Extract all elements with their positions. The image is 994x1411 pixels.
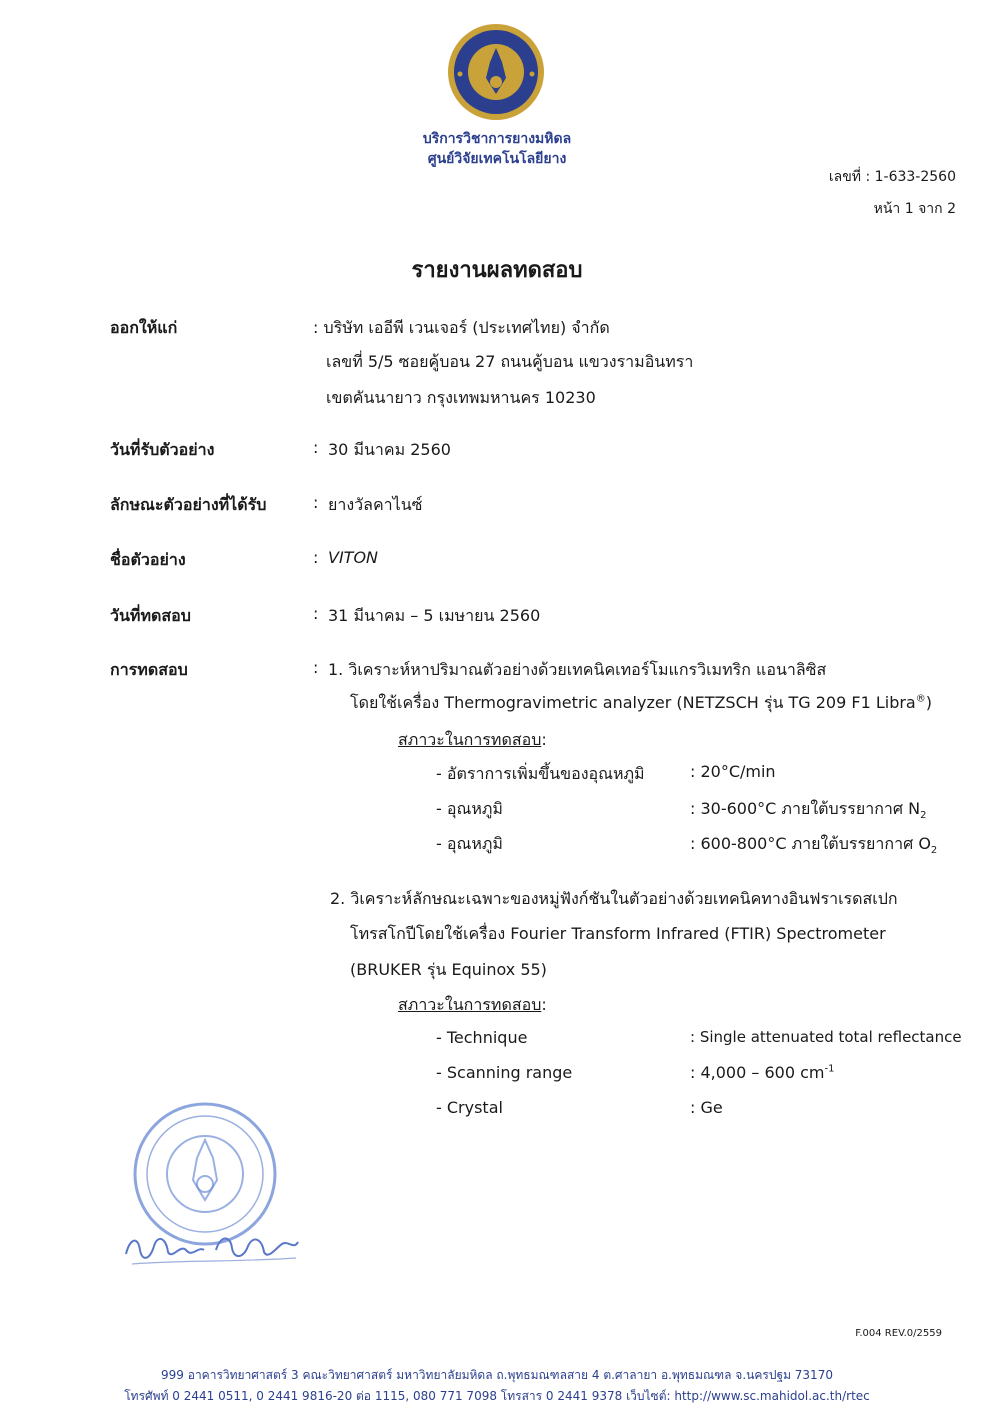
org-name-line2: ศูนย์วิจัยเทคโนโลยียาง bbox=[427, 151, 567, 167]
footer-address: 999 อาคารวิทยาศาสตร์ 3 คณะวิทยาศาสตร์ มหาวิทยาลัยมหิดล ถ.พุทธมณฑลสาย 4 ต.ศาลายา อ.พุทธมณฑล จ.นครปฐม 73170 bbox=[161, 1368, 833, 1382]
footer-contact: โทรศัพท์ 0 2441 0511, 0 2441 9816-20 ต่อ 1115, 080 771 7098 โทรสาร 0 2441 9378 เว็บไซต์: http://www.sc.mahidol.ac.th/rtec bbox=[124, 1389, 870, 1403]
test1-condition-name: - อุณหภูมิ bbox=[436, 834, 503, 853]
test2-condition-name: - Scanning range bbox=[436, 1063, 573, 1082]
test2-condition-name: - Technique bbox=[436, 1028, 528, 1047]
colon: : bbox=[313, 438, 319, 457]
signature bbox=[120, 1220, 305, 1270]
issued-to-line3: เขตคันนายาว กรุงเทพมหานคร 10230 bbox=[326, 388, 596, 407]
sample-type-value: ยางวัลคาไนซ์ bbox=[328, 495, 423, 514]
test1-condition-name: - อัตราการเพิ่มขึ้นของอุณหภูมิ bbox=[436, 764, 645, 783]
test2-condition-value: : Single attenuated total reflectance bbox=[690, 1028, 962, 1046]
test1-condition-value: : 30-600°C ภายใต้บรรยากาศ $N_2$ bbox=[690, 799, 927, 822]
test1-condition-value: : 600-800°C ภายใต้บรรยากาศ $O_2$ bbox=[690, 834, 938, 857]
test1-line1: 1. วิเคราะห์หาปริมาณตัวอย่างด้วยเทคนิคเทอร์โมแกรวิเมทริก แอนาลิซิส bbox=[328, 660, 827, 679]
test2-condition-value: : 4,000 – 600 $cm^{-1}$ bbox=[690, 1063, 835, 1082]
colon: : bbox=[313, 604, 319, 623]
test1-line2: โดยใช้เครื่อง Thermogravimetric analyzer (NETZSCH รุ่น TG 209 F1 Libra®) bbox=[350, 693, 932, 712]
received-date-label: วันที่รับตัวอย่าง bbox=[110, 440, 215, 459]
issued-to-line2: เลขที่ 5/5 ซอยคู้บอน 27 ถนนคู้บอน แขวงรามอินทรา bbox=[326, 352, 694, 371]
page-number: หน้า 1 จาก 2 bbox=[873, 201, 956, 217]
sample-type-label: ลักษณะตัวอย่างที่ได้รับ bbox=[110, 495, 267, 514]
document-number: เลขที่ : 1-633-2560 bbox=[828, 169, 956, 185]
university-logo bbox=[446, 22, 546, 122]
report-title: รายงานผลทดสอบ bbox=[411, 258, 583, 283]
testing-label: การทดสอบ bbox=[110, 660, 188, 679]
test2-conditions-title: สภาวะในการทดสอบ: bbox=[398, 995, 547, 1014]
colon: : bbox=[313, 548, 319, 567]
test1-condition-value: : 20°C/min bbox=[690, 762, 776, 781]
colon: : bbox=[313, 658, 319, 677]
test2-condition-value: : Ge bbox=[690, 1098, 723, 1117]
test2-condition-name: - Crystal bbox=[436, 1098, 503, 1117]
form-code: F.004 REV.0/2559 bbox=[855, 1328, 942, 1339]
test1-condition-name: - อุณหภูมิ bbox=[436, 799, 503, 818]
issued-to-line1: : บริษัท เออีพี เวนเจอร์ (ประเทศไทย) จำกัด bbox=[313, 318, 610, 337]
received-date-value: 30 มีนาคม 2560 bbox=[328, 440, 451, 459]
test2-line3: (BRUKER รุ่น Equinox 55) bbox=[350, 960, 547, 979]
test-date-label: วันที่ทดสอบ bbox=[110, 606, 191, 625]
test2-line1: 2. วิเคราะห์ลักษณะเฉพาะของหมู่ฟังก์ชันในตัวอย่างด้วยเทคนิคทางอินฟราเรดสเปก bbox=[330, 889, 898, 908]
issued-to-label: ออกให้แก่ bbox=[110, 318, 178, 337]
org-name-line1: บริการวิชาการยางมหิดล bbox=[422, 131, 572, 147]
sample-name-label: ชื่อตัวอย่าง bbox=[110, 550, 186, 569]
colon: : bbox=[313, 493, 319, 512]
test1-conditions-title: สภาวะในการทดสอบ: bbox=[398, 730, 547, 749]
sample-name-value: VITON bbox=[328, 548, 378, 567]
test-date-value: 31 มีนาคม – 5 เมษายน 2560 bbox=[328, 606, 541, 625]
test2-line2: โทรสโกปีโดยใช้เครื่อง Fourier Transform Infrared (FTIR) Spectrometer bbox=[350, 924, 886, 943]
